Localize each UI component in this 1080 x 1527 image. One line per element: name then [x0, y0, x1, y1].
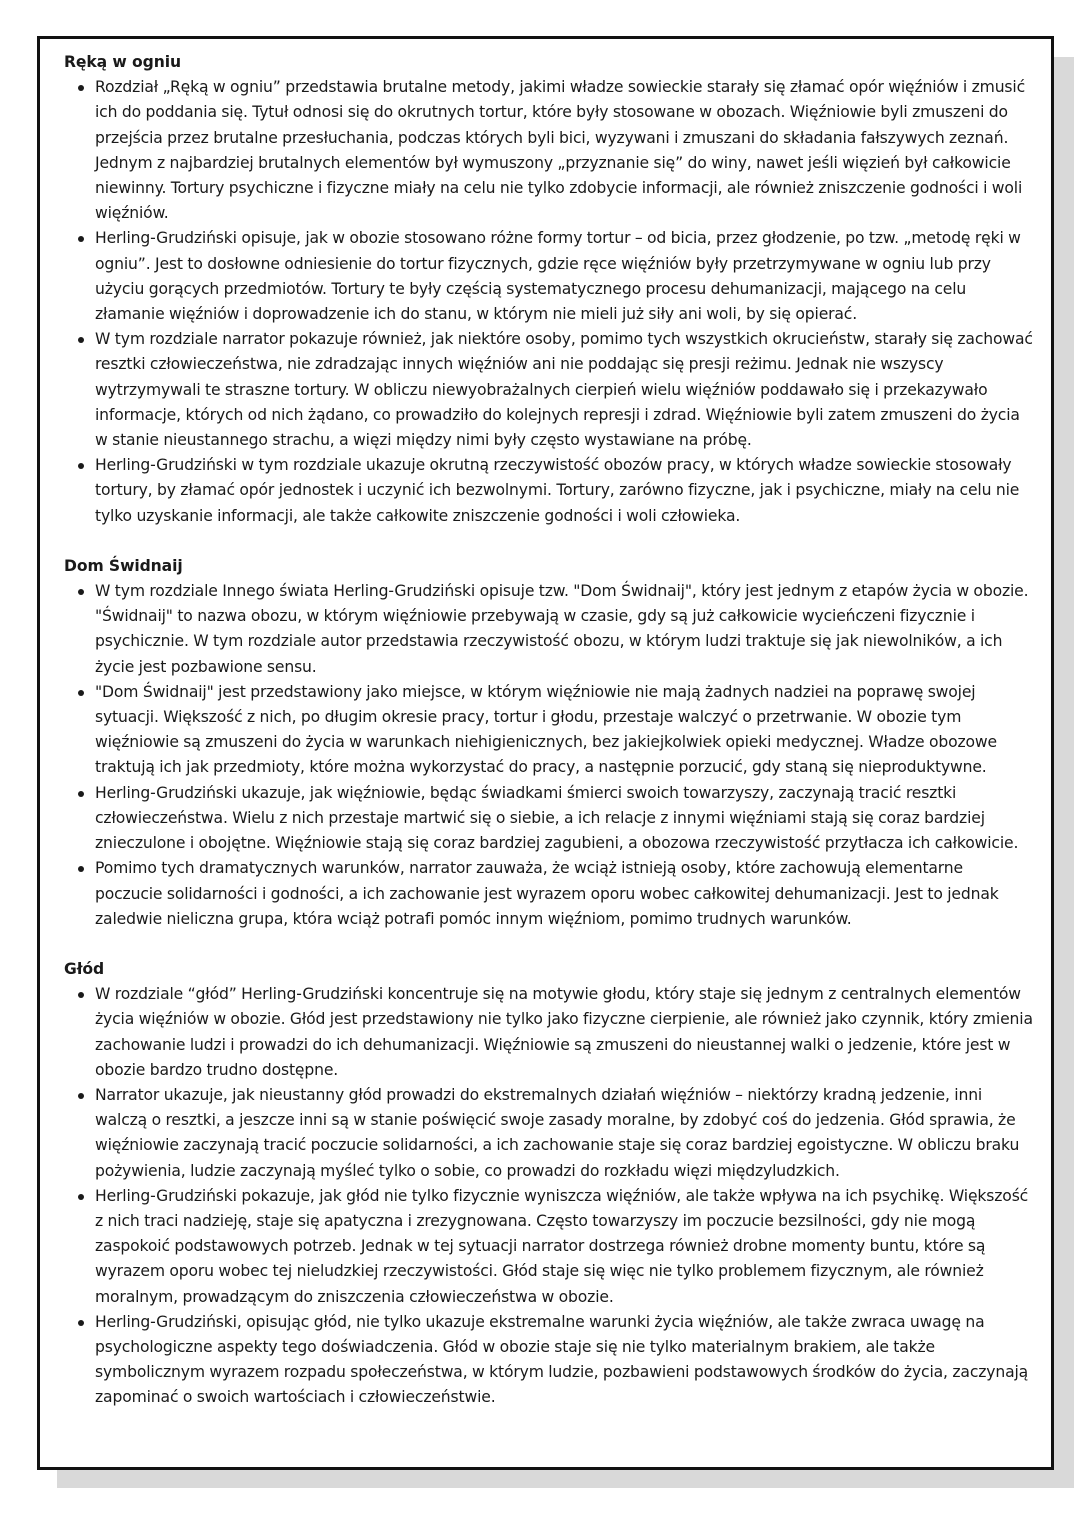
list-item-text: Herling-Grudziński ukazuje, jak więźniowie, będąc świadkami śmierci swoich towarzyszy, zaczynają tracić resztki człowieczeństwa. Wielu z nich przestaje martwić się o siebie, a ich relacje z innymi więźniami stają się coraz bardziej znieczulone i obojętne. Więźniowie stają się coraz bardziej zagubieni, a obozowa rzeczywistość przytłacza ich całkowicie. — [95, 783, 1019, 853]
list-item-text: Pomimo tych dramatycznych warunków, narrator zauważa, że wciąż istnieją osoby, które zachowują elementarne poczucie solidarności i godności, a ich zachowanie jest wyrazem oporu wobec całkowitej dehumanizacji. Jest to jednak zaledwie nieliczna grupa, która wciąż potrafi pomóc innym więźniom, pomimo trudnych warunków. — [95, 859, 999, 928]
bullet-icon — [78, 463, 84, 469]
section-title: Głód — [64, 959, 105, 978]
bullet-icon — [78, 791, 84, 797]
list-item — [95, 856, 1033, 932]
section-reka-w-ogniu — [64, 50, 1033, 529]
list-item — [95, 781, 1033, 857]
list-item — [95, 327, 1033, 453]
bullet-list — [64, 579, 1033, 932]
bullet-icon — [78, 1320, 84, 1326]
list-item-text: Rozdział „Ręką w ogniu” przedstawia brutalne metody, jakimi władze sowieckie starały się złamać opór więźniów i zmusić ich do poddania się. Tytuł odnosi się do okrutnych tortur, które były stosowane w obozach. Więźniowie byli zmuszeni do przejścia przez brutalne przesłuchania, podczas których byli bici, wyzywani i zmuszani do składania fałszywych zeznań. Jednym z najbardziej brutalnych elementów był wymuszony „przyznanie się” do winy, nawet jeśli więzień był całkowicie niewinny. Tortury psychiczne i fizyczne miały na celu nie tylko zdobycie informacji, ale również zniszczenie godności i woli więźniów. — [95, 78, 1026, 223]
list-item-text: Narrator ukazuje, jak nieustanny głód prowadzi do ekstremalnych działań więźniów – niektórzy kradną jedzenie, inni walczą o resztki, a jeszcze inni są w stanie poświęcić swoje zasady moralne, by zdobyć coś do jedzenia. Głód sprawia, że więźniowie zaczynają tracić poczucie solidarności, a ich zachowanie staje się coraz bardziej egoistyczne. W obliczu braku pożywienia, ludzie zaczynają myśleć tylko o sobie, co prowadzi do rozkładu więzi międzyludzkich. — [95, 1085, 1020, 1180]
bullet-icon — [78, 690, 84, 696]
section-title: Ręką w ogniu — [64, 53, 181, 71]
list-item-text: Herling-Grudziński opisuje, jak w obozie stosowano różne formy tortur – od bicia, przez głodzenie, po tzw. „metodę ręki w ogniu”. Jest to dosłowne odniesienie do tortur fizycznych, gdzie ręce więźniów były przetrzymywane w ogniu lub przy użyciu gorących przedmiotów. Tortury te były częścią systematycznego procesu dehumanizacji, mającego na celu złamanie więźniów i doprowadzenie ich do stanu, w którym nie mieli już siły ani woli, by się opierać. — [95, 229, 1021, 324]
bullet-icon — [78, 1093, 84, 1099]
list-item-text: W tym rozdziale narrator pokazuje również, jak niektóre osoby, pomimo tych wszystkich okrucieństw, starały się zachować resztki człowieczeństwa, nie zdradzając innych więźniów ani nie poddając się presji reżimu. Jednak nie wszyscy wytrzymywali te straszne tortury. W obliczu niewyobrażalnych cierpień wielu więźniów poddawało się i przekazywało informacje, których od nich żądano, co prowadziło do kolejnych represji i zdrad. Więźniowie byli zatem zmuszeni do życia w stanie nieustannego strachu, a więzi między nimi były często wystawiane na próbę. — [95, 330, 1033, 450]
bullet-icon — [78, 236, 84, 242]
bullet-icon — [78, 589, 84, 595]
list-item-text: W tym rozdziale Innego świata Herling-Grudziński opisuje tzw. "Dom Świdnaij", który jest jednym z etapów życia w obozie. "Świdnaij" to nazwa obozu, w którym więźniowie przebywają w czasie, gdy są już całkowicie wycieńczeni fizycznie i psychicznie. W tym rozdziale autor przedstawia rzeczywistość obozu, w którym ludzi traktuje się jak niewolników, a ich życie jest pozbawione sensu. — [95, 582, 1029, 676]
document-content — [64, 50, 1033, 1436]
list-item — [95, 680, 1033, 781]
list-item — [95, 1083, 1033, 1184]
list-item — [95, 1310, 1033, 1411]
document-page — [37, 36, 1054, 1470]
bullet-list — [64, 982, 1033, 1410]
list-item-text: W rozdziale “głód” Herling-Grudziński koncentruje się na motywie głodu, który staje się jednym z centralnych elementów życia więźniów w obozie. Głód jest przedstawiony nie tylko jako fizyczne cierpienie, ale również jako czynnik, który zmienia zachowanie ludzi i prowadzi do ich dehumanizacji. Więźniowie są zmuszeni do nieustannej walki o jedzenie, które jest w obozie bardzo trudno dostępne. — [95, 985, 1033, 1079]
bullet-icon — [78, 866, 84, 872]
list-item — [95, 453, 1033, 529]
list-item — [95, 1184, 1033, 1310]
bullet-icon — [78, 337, 84, 343]
list-item — [95, 226, 1033, 327]
list-item-text: Herling-Grudziński, opisując głód, nie tylko ukazuje ekstremalne warunki życia więźniów, ale także zwraca uwagę na psychologiczne aspekty tego doświadczenia. Głód w obozie staje się nie tylko materialnym brakiem, ale także symbolicznym wyrazem rozpadu społeczeństwa, w którym ludzie, pozbawieni podstawowych środków do życia, zaczynają zapominać o swoich wartościach i człowieczeństwie. — [95, 1312, 1029, 1407]
list-item-text: "Dom Świdnaij" jest przedstawiony jako miejsce, w którym więźniowie nie mają żadnych nadziei na poprawę swojej sytuacji. Większość z nich, po długim okresie pracy, tortur i głodu, przestaje walczyć o przetrwanie. W obozie tym więźniowie są zmuszeni do życia w warunkach niehigienicznych, bez jakiejkolwiek opieki medycznej. Władze obozowe traktują ich jak przedmioty, które można wykorzystać do pracy, a następnie porzucić, gdy staną się nieproduktywne. — [95, 682, 997, 777]
list-item — [95, 982, 1033, 1083]
bullet-icon — [78, 992, 84, 998]
section-glod — [64, 957, 1033, 1411]
bullet-list — [64, 75, 1033, 529]
list-item — [95, 75, 1033, 226]
list-item-text: Herling-Grudziński pokazuje, jak głód nie tylko fizycznie wyniszcza więźniów, ale także wpływa na ich psychikę. Większość z nich traci nadzieję, staje się apatyczna i zrezygnowana. Często towarzyszy im poczucie bezsilności, gdy nie mogą zaspokoić podstawowych potrzeb. Jednak w tej sytuacji narrator dostrzega również drobne momenty buntu, które są wyrazem oporu wobec tej nieludzkiej rzeczywistości. Głód staje się więc nie tylko problemem fizycznym, ale również moralnym, prowadzącym do zniszczenia człowieczeństwa w obozie. — [95, 1186, 1029, 1306]
list-item-text: Herling-Grudziński w tym rozdziale ukazuje okrutną rzeczywistość obozów pracy, w których władze sowieckie stosowały tortury, by złamać opór jednostek i uczynić ich bezwolnymi. Tortury, zarówno fizyczne, jak i psychiczne, miały na celu nie tylko uzyskanie informacji, ale także całkowite zniszczenie godności i woli człowieka. — [95, 456, 1020, 525]
bullet-icon — [78, 85, 84, 91]
section-title: Dom Świdnaij — [64, 556, 183, 575]
bullet-icon — [78, 1194, 84, 1200]
section-dom-swidnaij — [64, 554, 1033, 932]
list-item — [95, 579, 1033, 680]
